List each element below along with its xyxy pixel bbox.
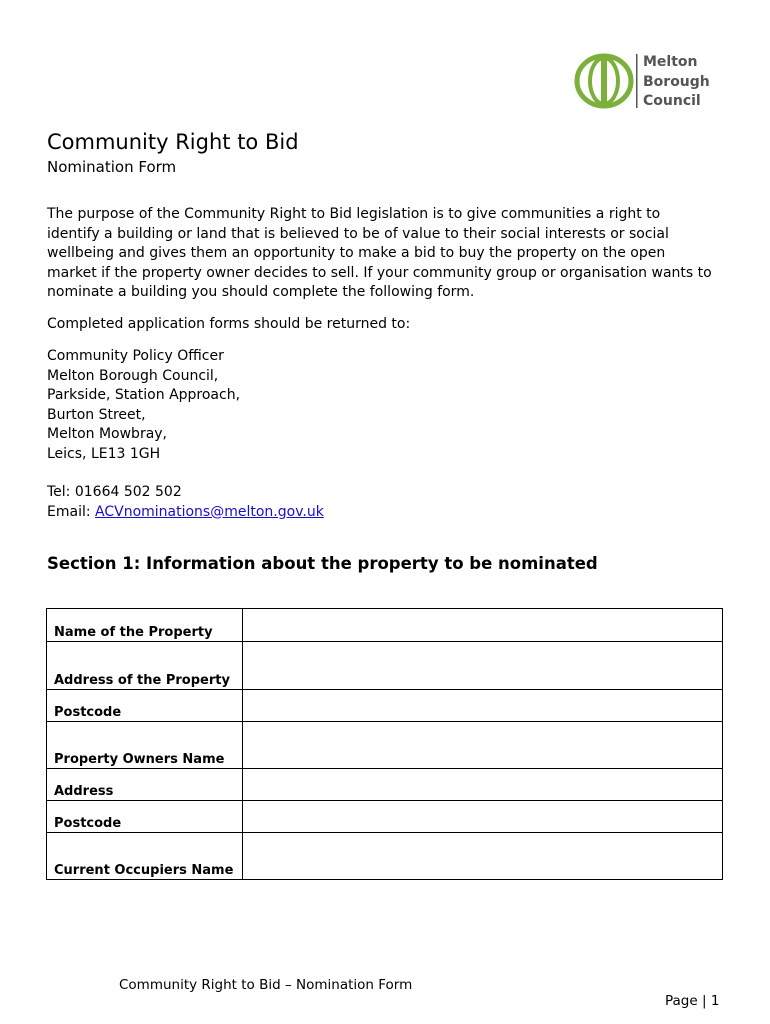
- logo-line: Council: [643, 93, 701, 109]
- table-row: [47, 690, 723, 722]
- council-logo: [574, 52, 724, 110]
- property-postcode-field[interactable]: [243, 690, 723, 722]
- logo-line: Melton: [643, 54, 698, 70]
- logo-divider: [635, 52, 639, 110]
- table-row: [47, 609, 723, 642]
- logo-wordmark: [643, 53, 710, 112]
- address-line: Leics, LE13 1GH: [47, 445, 161, 462]
- footer-title: Community Right to Bid – Nomination Form: [119, 977, 413, 993]
- email-link[interactable]: ACVnominations@melton.gov.uk: [95, 503, 324, 520]
- section-1-heading: Section 1: Information about the property to be nominated: [47, 554, 598, 573]
- owner-address-field[interactable]: [243, 769, 723, 801]
- field-label: Address: [47, 769, 243, 801]
- page-subtitle: Nomination Form: [47, 158, 177, 176]
- email-line: [47, 503, 324, 523]
- owner-name-field[interactable]: [243, 722, 723, 769]
- intro-paragraph: The purpose of the Community Right to Bid legislation is to give communities a right to identify a building or land that is believed to be of value to their social interests or social wellbeing and gives them an opportunity to make a bid to buy the property on the open market if the property owner decides to sell. If your community group or organisation wants to nominate a building you should complete the following form.: [47, 206, 712, 301]
- field-label: Current Occupiers Name: [47, 833, 243, 880]
- council-emblem-icon: [574, 52, 636, 110]
- property-address-field[interactable]: [243, 642, 723, 690]
- field-label: Name of the Property: [47, 609, 243, 642]
- logo-line: Borough: [643, 73, 710, 90]
- address-line: Melton Mowbray,: [47, 426, 168, 443]
- page-title: Community Right to Bid: [47, 130, 299, 154]
- field-label: Property Owners Name: [47, 722, 243, 769]
- email-label: Email:: [47, 503, 96, 520]
- contact-details: [47, 483, 324, 522]
- field-label: Postcode: [47, 801, 243, 833]
- telephone: Tel: 01664 502 502: [47, 484, 182, 500]
- field-label: Address of the Property: [47, 642, 243, 690]
- address-line: Parkside, Station Approach,: [47, 387, 241, 404]
- table-row: [47, 642, 723, 690]
- address-line: Community Policy Officer: [47, 348, 224, 364]
- address-line: Melton Borough Council,: [47, 367, 219, 384]
- property-name-field[interactable]: [243, 609, 723, 642]
- table-row: [47, 833, 723, 880]
- address-line: Burton Street,: [47, 406, 146, 423]
- occupier-name-field[interactable]: [243, 833, 723, 880]
- return-address: [47, 347, 240, 465]
- owner-postcode-field[interactable]: [243, 801, 723, 833]
- page-number: Page | 1: [665, 993, 720, 1009]
- return-instructions: Completed application forms should be returned to:: [47, 316, 411, 332]
- table-row: [47, 769, 723, 801]
- field-label: Postcode: [47, 690, 243, 722]
- property-info-table: [46, 608, 723, 880]
- table-row: [47, 801, 723, 833]
- table-row: [47, 722, 723, 769]
